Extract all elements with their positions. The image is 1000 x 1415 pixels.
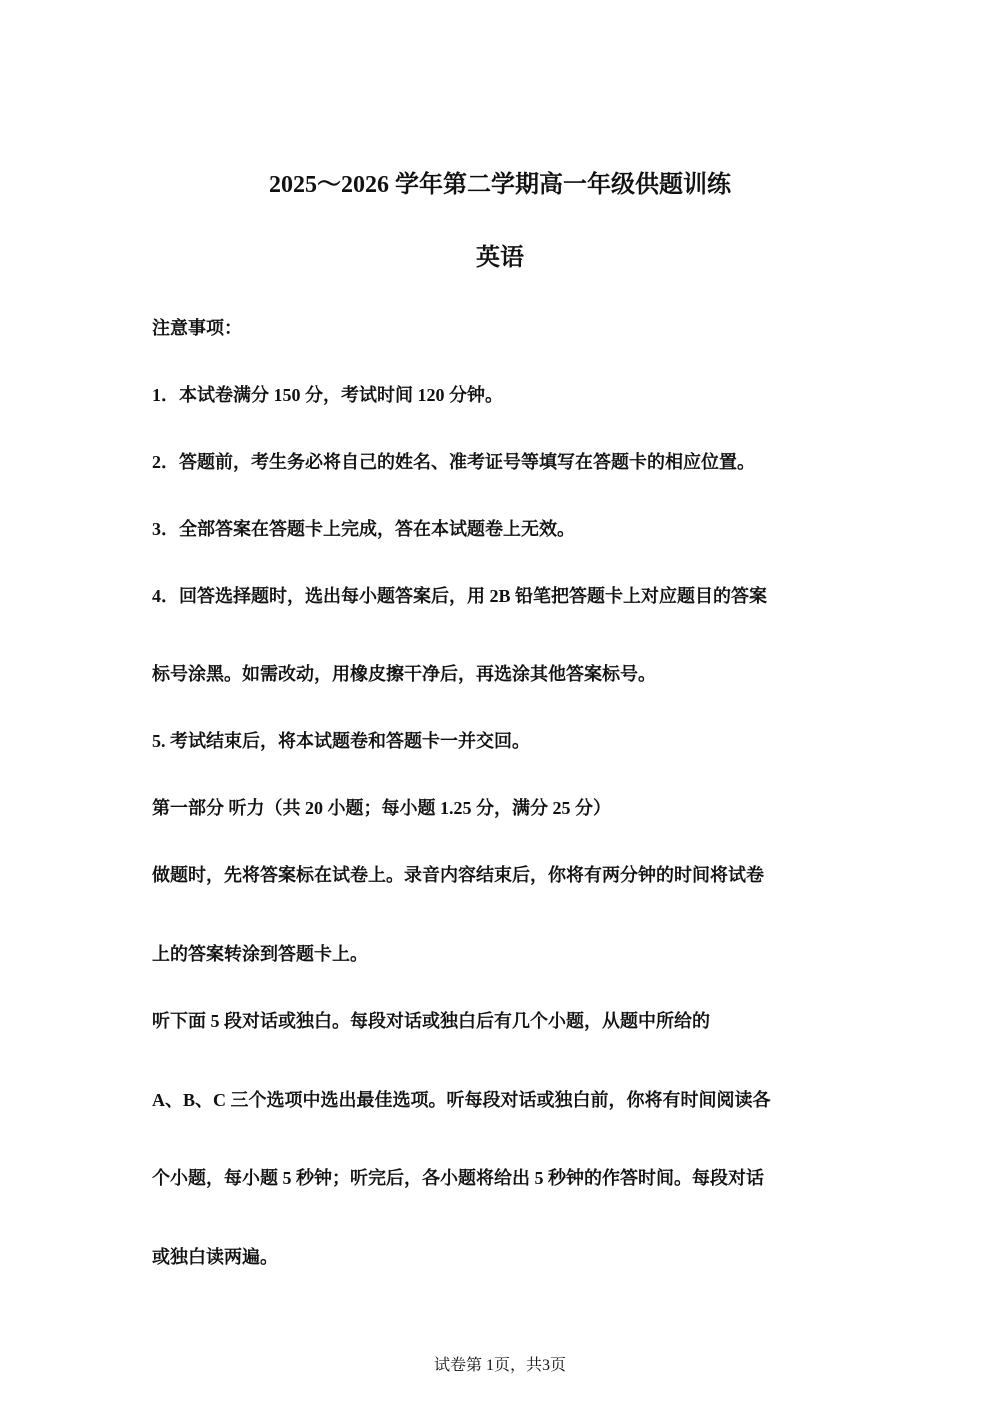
notice-item-2: 2．答题前，考生务必将自己的姓名、准考证号等填写在答题卡的相应位置。 bbox=[152, 452, 755, 472]
notice-item-4-continued: 标号涂黑。如需改动，用橡皮擦干净后，再选涂其他答案标号。 bbox=[152, 664, 656, 684]
subject-title: 英语 bbox=[476, 245, 524, 271]
section-heading: 第一部分 听力（共 20 小题；每小题 1.25 分，满分 25 分） bbox=[152, 798, 611, 818]
exam-title: 2025～2026 学年第二学期高一年级供题训练 bbox=[269, 172, 731, 198]
instruction-line: A、B、C 三个选项中选出最佳选项。听每段对话或独白前，你将有时间阅读各 bbox=[152, 1090, 771, 1110]
instruction-line: 个小题，每小题 5 秒钟；听完后，各小题将给出 5 秒钟的作答时间。每段对话 bbox=[152, 1168, 764, 1188]
notice-heading: 注意事项： bbox=[152, 318, 242, 338]
instruction-line: 或独白读两遍。 bbox=[152, 1247, 278, 1267]
instruction-line: 做题时，先将答案标在试卷上。录音内容结束后，你将有两分钟的时间将试卷 bbox=[152, 865, 764, 885]
notice-item-5: 5. 考试结束后，将本试题卷和答题卡一并交回。 bbox=[152, 731, 530, 751]
notice-item-1: 1．本试卷满分 150 分，考试时间 120 分钟。 bbox=[152, 385, 503, 405]
page-footer: 试卷第 1页，共3页 bbox=[433, 1357, 566, 1374]
instruction-line: 上的答案转涂到答题卡上。 bbox=[152, 944, 368, 964]
notice-item-3: 3．全部答案在答题卡上完成，答在本试题卷上无效。 bbox=[152, 519, 575, 539]
instruction-line: 听下面 5 段对话或独白。每段对话或独白后有几个小题，从题中所给的 bbox=[152, 1011, 710, 1031]
notice-item-4: 4．回答选择题时，选出每小题答案后，用 2B 铅笔把答题卡上对应题目的答案 bbox=[152, 586, 768, 606]
